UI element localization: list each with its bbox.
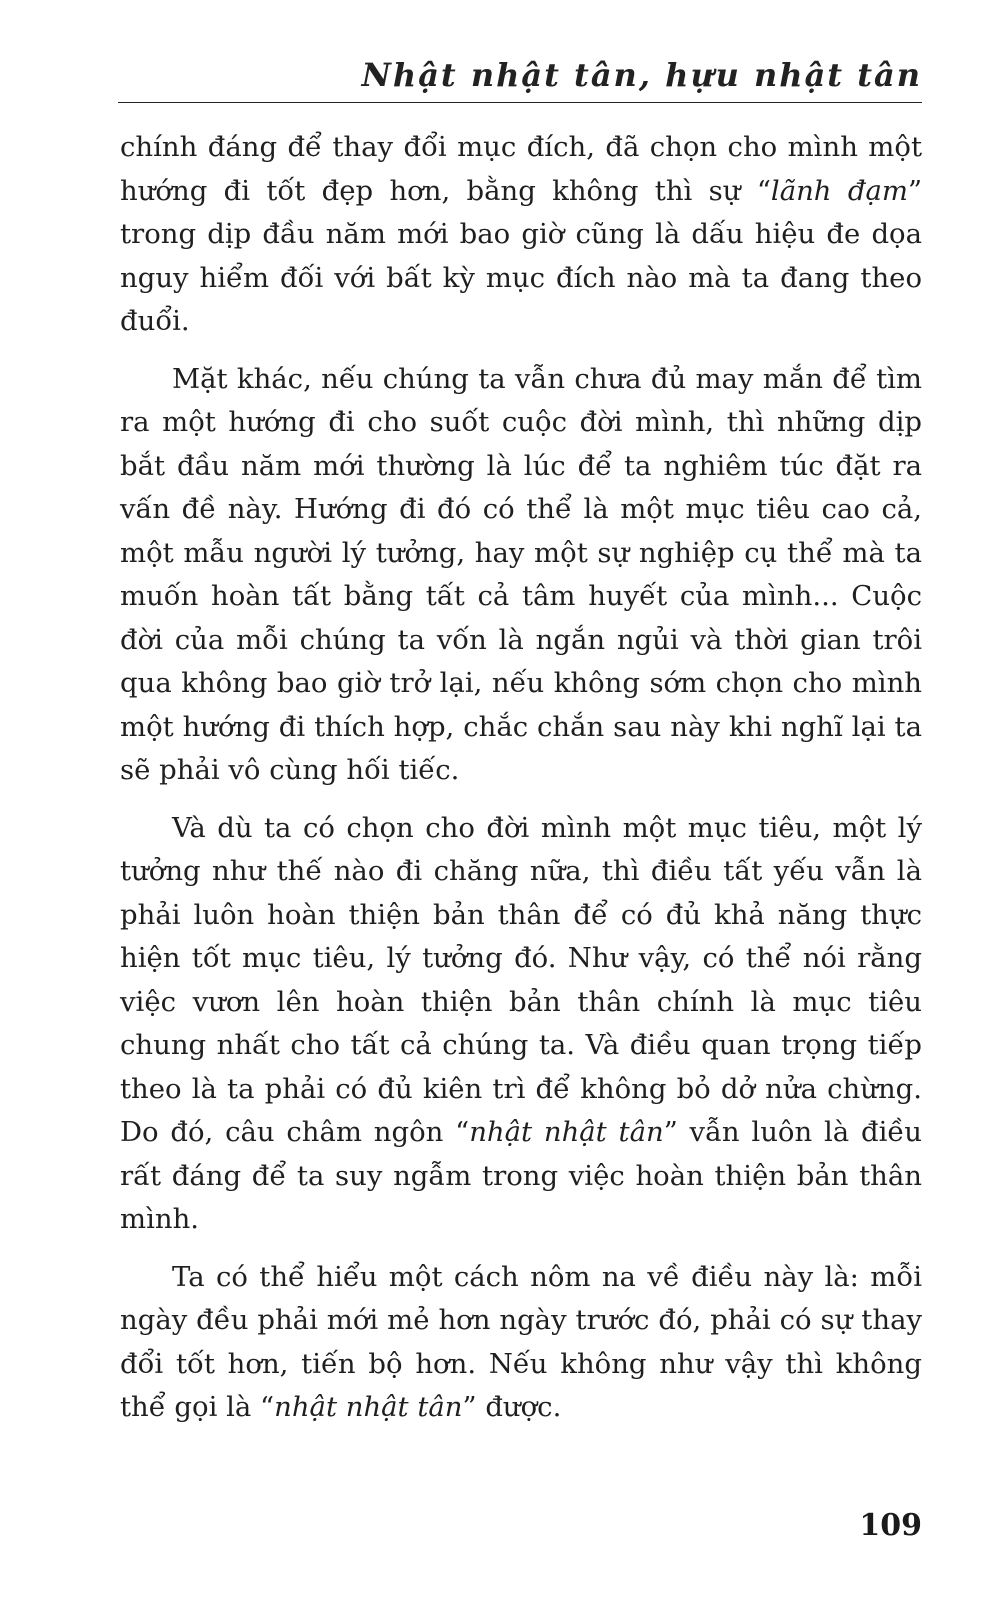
paragraph-4: [120, 1256, 922, 1430]
paragraph-1-text: chính đáng để thay đổi mục đích, đã chọn cho mình một hướng đi tốt đẹp hơn, bằng không thì sự “: [120, 131, 922, 207]
page-number: 109: [859, 1508, 922, 1543]
paragraph-4-emphasis: nhật nhật tân: [274, 1391, 463, 1423]
running-header-title: Nhật nhật tân, hựu nhật tân: [361, 56, 922, 94]
paragraph-1-emphasis: lãnh đạm: [770, 174, 908, 207]
paragraph-4-text-end: ” được.: [462, 1391, 562, 1423]
paragraph-2-text: Mặt khác, nếu chúng ta vẫn chưa đủ may mắn để tìm ra một hướng đi cho suốt cuộc đời mình, thì những dịp bắt đầu năm mới thường là lúc để ta nghiêm túc đặt ra vấn đề này. Hướng đi đó có thể là một mục tiêu cao cả, một mẫu người lý tưởng, hay một sự nghiệp cụ thể mà ta muốn hoàn tất bằng tất cả tâm huyết của mình... Cuộc đời của mỗi chúng ta vốn là ngắn ngủi và thời gian trôi qua không bao giờ trở lại, nếu không sớm chọn cho mình một hướng đi thích hợp, chắc chắn sau này khi nghĩ lại ta sẽ phải vô cùng hối tiếc.: [120, 362, 922, 786]
running-header: [118, 44, 922, 103]
paragraph-3-text: Và dù ta có chọn cho đời mình một mục tiêu, một lý tưởng như thế nào đi chăng nữa, thì điều tất yếu vẫn là phải luôn hoàn thiện bản thân để có đủ khả năng thực hiện tốt mục tiêu, lý tưởng đó. Như vậy, có thể nói rằng việc vươn lên hoàn thiện bản thân chính là mục tiêu chung nhất cho tất cả chúng ta. Và điều quan trọng tiếp theo là ta phải có đủ kiên trì để không bỏ dở nửa chừng. Do đó, câu châm ngôn “: [120, 811, 922, 1148]
paragraph-3-text-end: ” vẫn luôn là điều rất đáng để ta suy ngẫm trong việc hoàn thiện bản thân mình.: [120, 1116, 922, 1235]
paragraph-1: [120, 126, 922, 344]
paragraph-3: [120, 807, 922, 1242]
paragraph-3-emphasis: nhật nhật tân: [469, 1116, 664, 1148]
paragraph-1-text-end: ” trong dịp đầu năm mới bao giờ cũng là dấu hiệu đe dọa nguy hiểm đối với bất kỳ mục đích nào mà ta đang theo đuổi.: [120, 174, 922, 337]
paragraph-4-text: Ta có thể hiểu một cách nôm na về điều này là: mỗi ngày đều phải mới mẻ hơn ngày trước đó, phải có sự thay đổi tốt hơn, tiến bộ hơn. Nếu không như vậy thì không thể gọi là “: [120, 1260, 922, 1423]
paragraph-2: [120, 358, 922, 793]
body-text: [120, 126, 922, 1444]
